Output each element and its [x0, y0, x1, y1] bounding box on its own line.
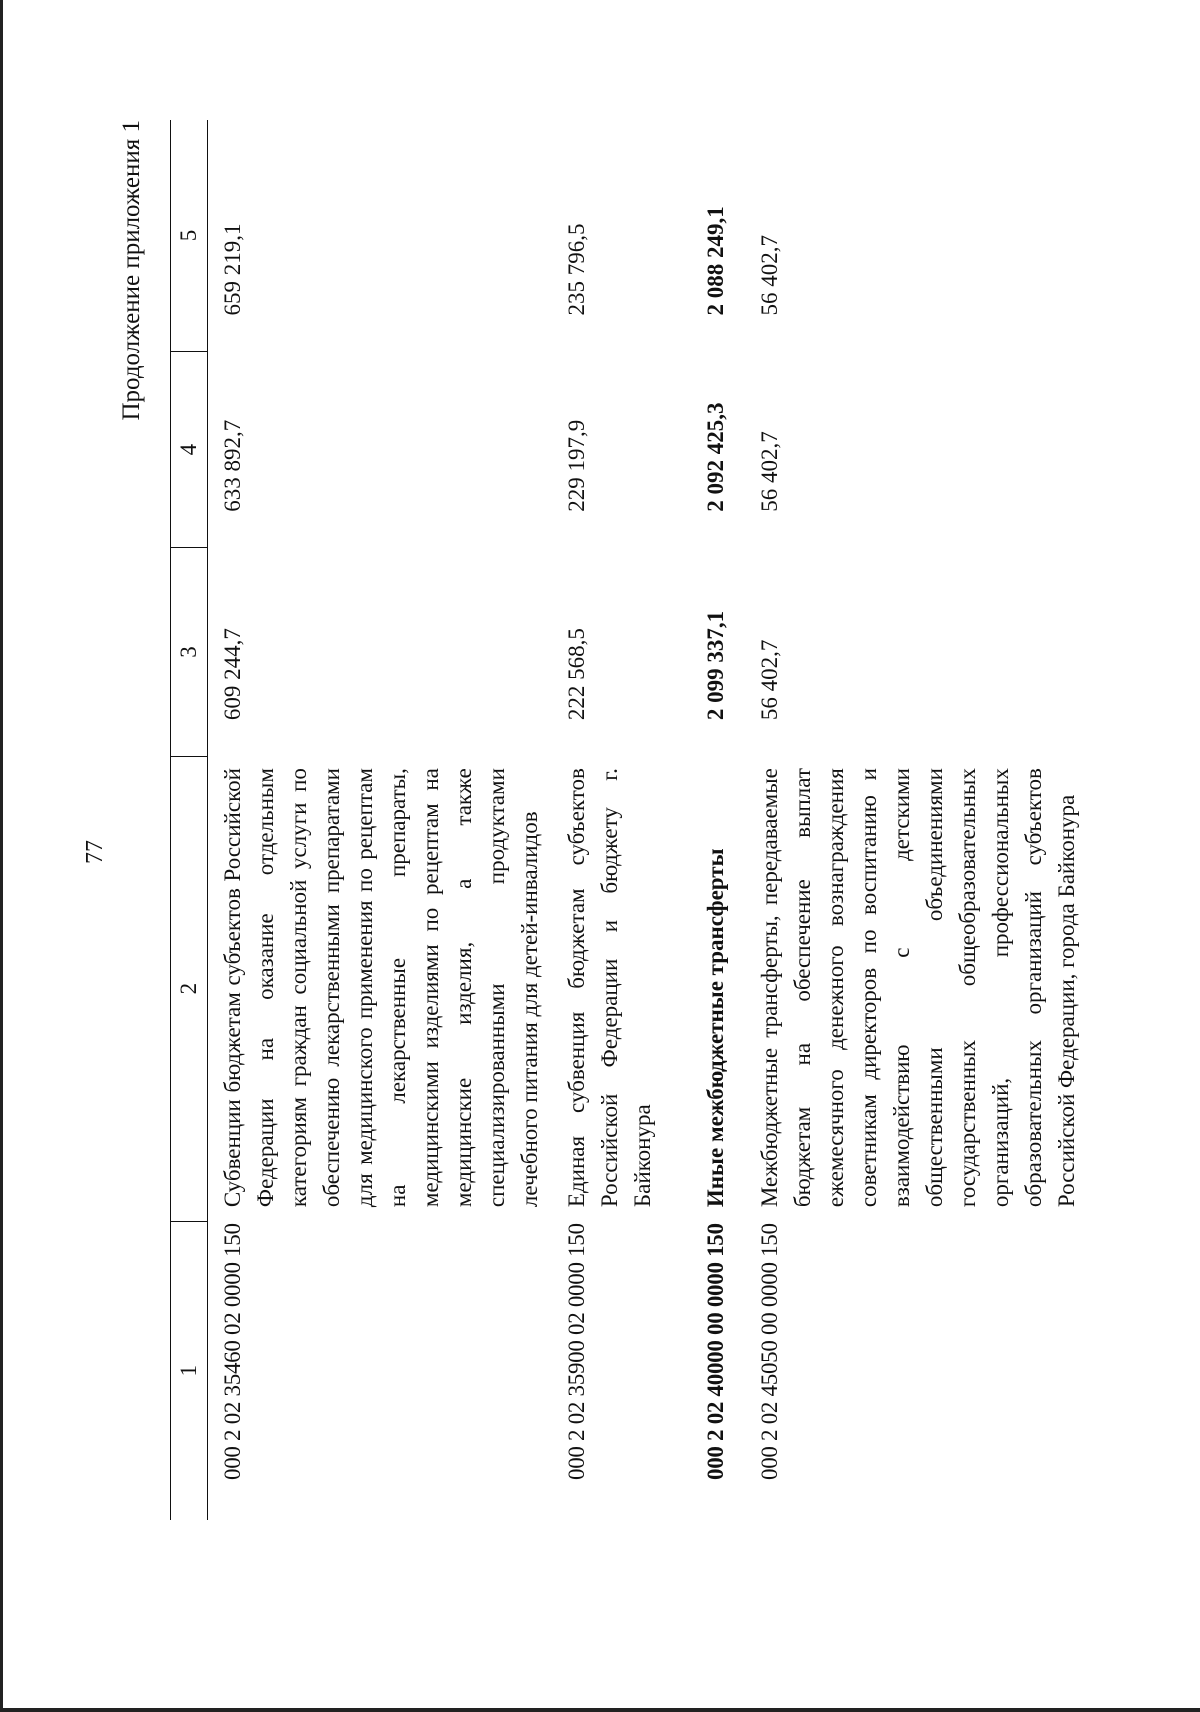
row-value-col5: 56 402,7 [757, 235, 782, 316]
row-value-col4: 56 402,7 [757, 431, 782, 512]
row-value-col4: 633 892,7 [220, 419, 245, 512]
column-header-5: 5 [171, 120, 208, 352]
row-code: 000 2 02 35460 02 0000 150 [220, 1223, 245, 1480]
row-value-col3: 56 402,7 [757, 639, 782, 721]
row-value-col5: 659 219,1 [220, 223, 245, 316]
row-value-col3: 609 244,7 [220, 628, 245, 721]
row-value-col4: 2 092 425,3 [703, 402, 728, 512]
row-code: 000 2 02 45050 00 0000 150 [757, 1223, 782, 1480]
budget-table [170, 120, 1089, 1520]
row-value-col3: 222 568,5 [564, 628, 589, 721]
page-number: 77 [82, 840, 108, 864]
row-description: Межбюджетные трансферты, передаваемые бюджетам на обеспечение выплат ежемесячного денежного вознаграждения советникам директоров по воспитанию и взаимодействию с детскими общественными объединениями государственных общеобразовательных организаций, профессиональных образовательных организаций субъектов Российской Федерации, города Байконура [757, 768, 1079, 1208]
column-number-row [171, 120, 208, 1520]
table-row [208, 120, 553, 1520]
column-header-4: 4 [171, 352, 208, 548]
row-code: 000 2 02 40000 00 0000 150 [703, 1223, 728, 1480]
column-header-3: 3 [171, 548, 208, 756]
row-value-col3: 2 099 337,1 [703, 610, 728, 721]
row-description: Единая субвенция бюджетам субъектов Российской Федерации и бюджету г. Байконура [564, 768, 655, 1208]
scan-edge-top [0, 0, 3, 1712]
row-value-col5: 235 796,5 [564, 223, 589, 316]
continuation-caption: Продолжение приложения 1 [118, 120, 145, 421]
row-code: 000 2 02 35900 02 0000 150 [564, 1223, 589, 1480]
table-row [745, 120, 1089, 1520]
row-description: Субвенции бюджетам субъектов Российской Федерации на оказание отдельным категориям граждан социальной услуги по обеспечению лекарственными препаратами для медицинского применения по рецептам на лекарственные препараты, медицинскими изделиями по рецептам на медицинские изделия, а также специализированными продуктами лечебного питания для детей-инвалидов [220, 768, 542, 1208]
column-header-2: 2 [171, 756, 208, 1221]
table-row [552, 120, 691, 1520]
column-header-1: 1 [171, 1221, 208, 1520]
row-value-col5: 2 088 249,1 [703, 206, 728, 316]
table-row-total [691, 120, 745, 1520]
row-value-col4: 229 197,9 [564, 419, 589, 512]
scan-edge-left [0, 1708, 1200, 1712]
row-description: Иные межбюджетные трансферты [703, 848, 728, 1208]
